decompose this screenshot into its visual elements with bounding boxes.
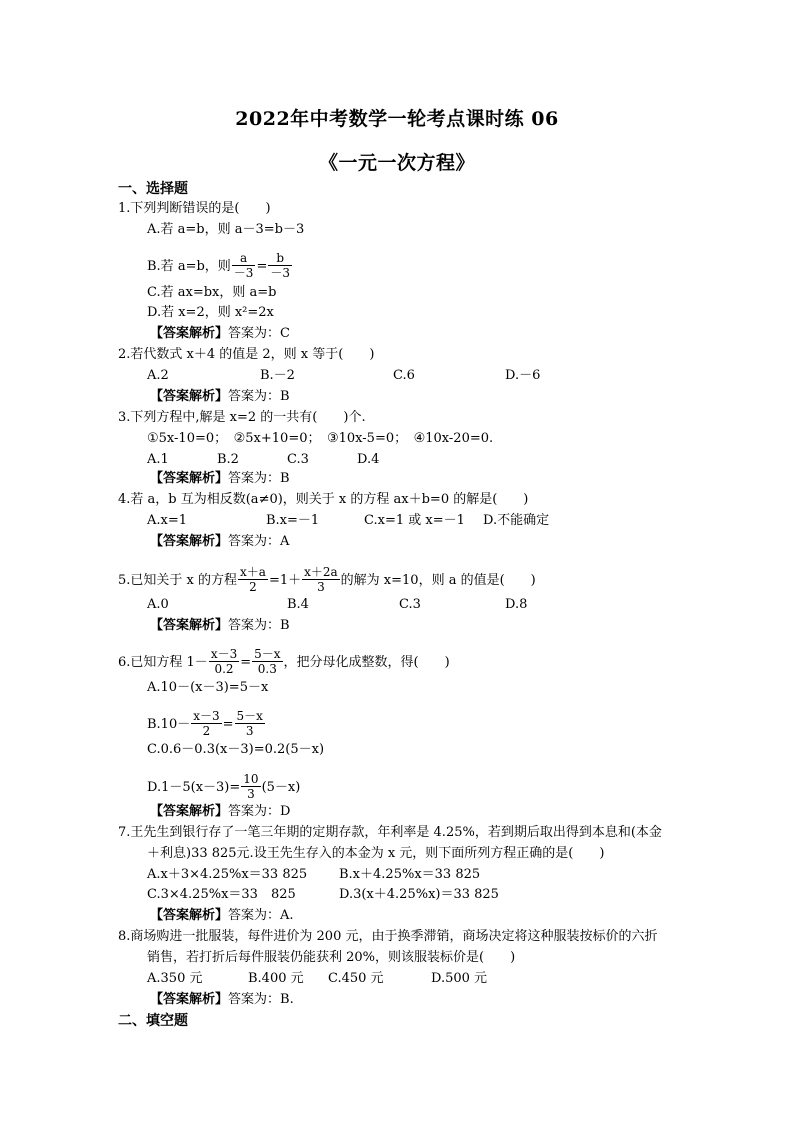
page-subtitle: 《一元一次方程》 [318, 152, 475, 174]
question-2-option-b: B.－2 [260, 368, 295, 383]
question-8-option-a: A.350 元 [147, 971, 203, 986]
question-4-option-c: C.x=1 或 x=－1 [364, 513, 465, 528]
question-8-option-d: D.500 元 [431, 971, 488, 986]
fraction: $\frac{5-x}{3}$ [236, 709, 263, 738]
page-title: 2022年中考数学一轮考点课时练 06 [235, 108, 559, 130]
question-2-stem: 2.若代数式 x＋4 的值是 2，则 x 等于( ) [118, 347, 375, 362]
question-4-option-b: B.x=－1 [266, 513, 320, 528]
question-1-option-c: C.若 ax=bx，则 a=b [147, 285, 277, 300]
question-7-option-d: D.3(x＋4.25%x)＝33 825 [339, 887, 499, 902]
question-5-answer: 【答案解析】答案为：B [150, 618, 290, 633]
question-5-option-d: D.8 [505, 597, 528, 612]
question-3-option-c: C.3 [287, 452, 309, 467]
question-4-option-a: A.x=1 [147, 513, 188, 528]
question-1-option-b: B.若 a=b，则 $\frac{a}{-3}$ = $\frac{b}{-3}$ [147, 251, 290, 280]
question-6-option-c: C.0.6－0.3(x－3)=0.2(5－x) [147, 742, 325, 757]
question-3-equations: ①5x-10=0； ②5x+10=0； ③10x-5=0； ④10x-20=0. [147, 431, 494, 446]
question-8-answer: 【答案解析】答案为：B. [150, 992, 294, 1007]
fraction: $\frac{x-3}{2}$ [193, 709, 220, 738]
question-6-option-b: B.10－ $\frac{x-3}{2}$ = $\frac{5-x}{3}$ [147, 709, 263, 738]
fraction: $\frac{x-3}{0.2}$ [210, 647, 238, 676]
question-7-option-a: A.x＋3×4.25%x＝33 825 [147, 867, 308, 882]
question-7-stem-line-2: ＋利息)33 825元.设王先生存入的本金为 x 元，则下面所列方程正确的是( ) [147, 846, 605, 861]
question-4-option-d: D.不能确定 [483, 513, 550, 528]
question-1-answer: 【答案解析】答案为：C [150, 326, 290, 341]
question-6-option-d: D.1－5(x－3)= $\frac{10}{3}$ (5－x) [147, 772, 301, 801]
question-3-answer: 【答案解析】答案为：B [150, 471, 290, 486]
question-3-option-b: B.2 [217, 452, 239, 467]
question-6-option-a: A.10－(x－3)=5－x [147, 680, 269, 695]
question-2-option-c: C.6 [393, 368, 415, 383]
question-6-answer: 【答案解析】答案为：D [150, 804, 291, 819]
fraction: $\frac{10}{3}$ [243, 772, 259, 801]
question-3-option-a: A.1 [147, 452, 169, 467]
question-1-option-a: A.若 a=b，则 a－3=b－3 [147, 222, 305, 237]
question-5-option-b: B.4 [287, 597, 309, 612]
question-2-option-d: D.－6 [505, 368, 541, 383]
question-8-option-c: C.450 元 [328, 971, 384, 986]
question-2-answer: 【答案解析】答案为：B [150, 389, 290, 404]
fraction: $\frac{x+a}{2}$ [240, 565, 266, 594]
question-3-stem: 3.下列方程中,解是 x=2 的一共有( )个. [118, 410, 366, 425]
question-8-stem-line-2: 销售，若打折后每件服装仍能获利 20%，则该服装标价是( ) [147, 950, 516, 965]
question-8-option-b: B.400 元 [248, 971, 304, 986]
question-5-option-a: A.0 [147, 597, 169, 612]
fraction: $\frac{b}{-3}$ [270, 251, 290, 280]
section-heading-fill-in: 二、填空题 [118, 1013, 188, 1029]
section-heading-choice: 一、选择题 [118, 181, 188, 197]
question-1-option-d: D.若 x=2，则 x²=2x [147, 305, 274, 320]
fraction: $\frac{a}{-3}$ [233, 251, 254, 280]
question-7-option-c: C.3×4.25%x＝33 825 [147, 887, 296, 902]
question-5-option-c: C.3 [399, 597, 421, 612]
question-5-stem: 5.已知关于 x 的方程 $\frac{x+a}{2}$ =1＋ $\frac{x+2a}{3}$ 的解为 x=10，则 a 的值是( ) [118, 565, 536, 594]
question-4-stem: 4.若 a，b 互为相反数(a≠0)，则关于 x 的方程 ax＋b=0 的解是( ) [118, 492, 529, 507]
question-4-answer: 【答案解析】答案为：A [150, 534, 290, 549]
question-1-stem: 1.下列判断错误的是( ) [118, 201, 271, 216]
question-7-answer: 【答案解析】答案为：A. [150, 908, 294, 923]
question-7-option-b: B.x＋4.25%x＝33 825 [339, 867, 481, 882]
fraction: $\frac{5-x}{0.3}$ [254, 647, 281, 676]
fraction: $\frac{x+2a}{3}$ [304, 565, 338, 594]
question-7-stem-line-1: 7.王先生到银行存了一笔三年期的定期存款，年利率是 4.25%，若到期后取出得到本息和(本金 [118, 825, 662, 840]
question-6-stem: 6.已知方程 1－ $\frac{x-3}{0.2}$ = $\frac{5-x}{0.3}$ ，把分母化成整数，得( ) [118, 647, 450, 676]
question-8-stem-line-1: 8.商场购进一批服装，每件进价为 200 元，由于换季滞销，商场决定将这种服装按标价的六折 [118, 929, 658, 944]
question-3-option-d: D.4 [357, 452, 380, 467]
question-2-option-a: A.2 [147, 368, 169, 383]
